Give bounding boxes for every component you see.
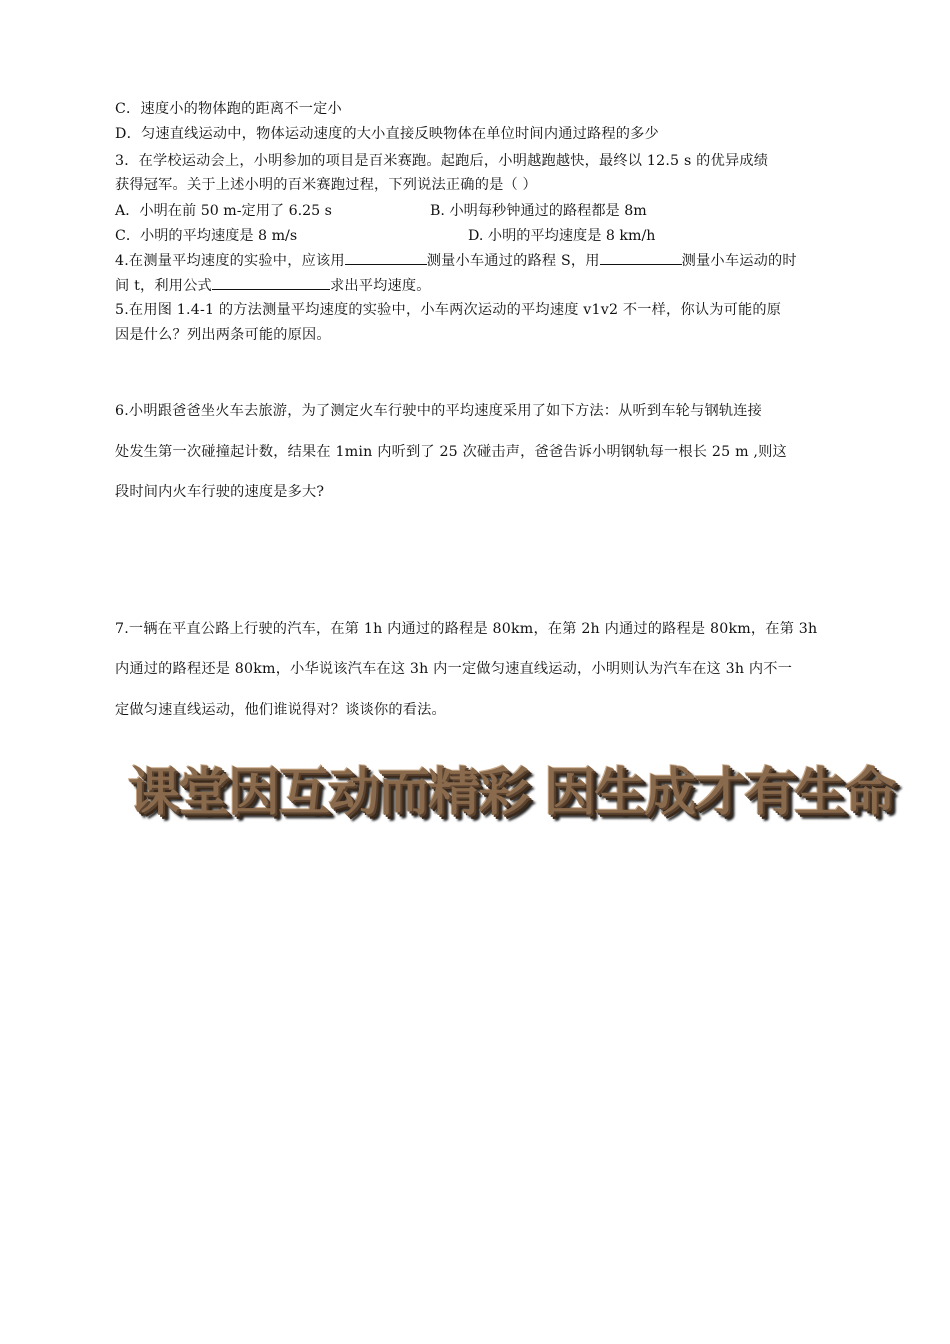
q3-option-c: C．小明的平均速度是 8 m/s	[115, 228, 298, 244]
answer-blank-1[interactable]	[345, 250, 427, 265]
q2-option-c: C．速度小的物体跑的距离不一定小	[115, 101, 342, 117]
q6-line2: 处发生第一次碰撞起计数，结果在 1min 内听到了 25 次碰击声，爸爸告诉小明钢轨每一根长 25 m ,则这	[115, 444, 787, 460]
q6-line1: 6.小明跟爸爸坐火车去旅游，为了测定火车行驶中的平均速度采用了如下方法：从听到车轮与钢轨连接	[115, 403, 762, 419]
q7-line2: 内通过的路程还是 80km，小华说该汽车在这 3h 内一定做匀速直线运动，小明则认为汽车在这 3h 内不一	[115, 661, 793, 677]
slogan-banner: 课堂因互动而精彩 因生成才有生命	[128, 763, 895, 823]
q6-line3: 段时间内火车行驶的速度是多大?	[115, 484, 325, 500]
q2-option-d: D．匀速直线运动中，物体运动速度的大小直接反映物体在单位时间内通过路程的多少	[115, 126, 659, 142]
q3-stem-line1: 3．在学校运动会上，小明参加的项目是百米赛跑。起跑后，小明越跑越快，最终以 12.5 s 的优异成绩	[115, 153, 769, 169]
q3-option-a: A．小明在前 50 m-定用了 6.25 s	[115, 203, 332, 219]
q7-line1: 7.一辆在平直公路上行驶的汽车，在第 1h 内通过的路程是 80km，在第 2h 内通过的路程是 80km，在第 3h	[115, 621, 818, 637]
q3-option-d: D. 小明的平均速度是 8 km/h	[468, 228, 656, 244]
answer-blank-2[interactable]	[600, 250, 682, 265]
q4-line1	[115, 250, 797, 271]
q4-text-part3: 测量小车运动的时	[681, 253, 797, 269]
answer-blank-3[interactable]	[212, 275, 330, 290]
q3-stem-line2: 获得冠军。关于上述小明的百米赛跑过程，下列说法正确的是（ ）	[115, 177, 537, 193]
q4-line2	[115, 275, 431, 296]
q5-line1: 5.在用图 1.4-1 的方法测量平均速度的实验中，小车两次运动的平均速度 v1v2 不一样，你认为可能的原	[115, 302, 782, 318]
q3-option-b: B. 小明每秒钟通过的路程都是 8m	[430, 203, 647, 219]
q4-text-part2: 测量小车通过的路程 S，用	[426, 253, 600, 269]
q4-text-part4: 间 t，利用公式	[115, 278, 212, 294]
q7-line3: 定做匀速直线运动，他们谁说得对？谈谈你的看法。	[115, 702, 446, 718]
q5-line2: 因是什么？列出两条可能的原因。	[115, 327, 331, 343]
q4-text-part1: 4.在测量平均速度的实验中，应该用	[115, 253, 345, 269]
q4-text-part5: 求出平均速度。	[329, 278, 431, 294]
